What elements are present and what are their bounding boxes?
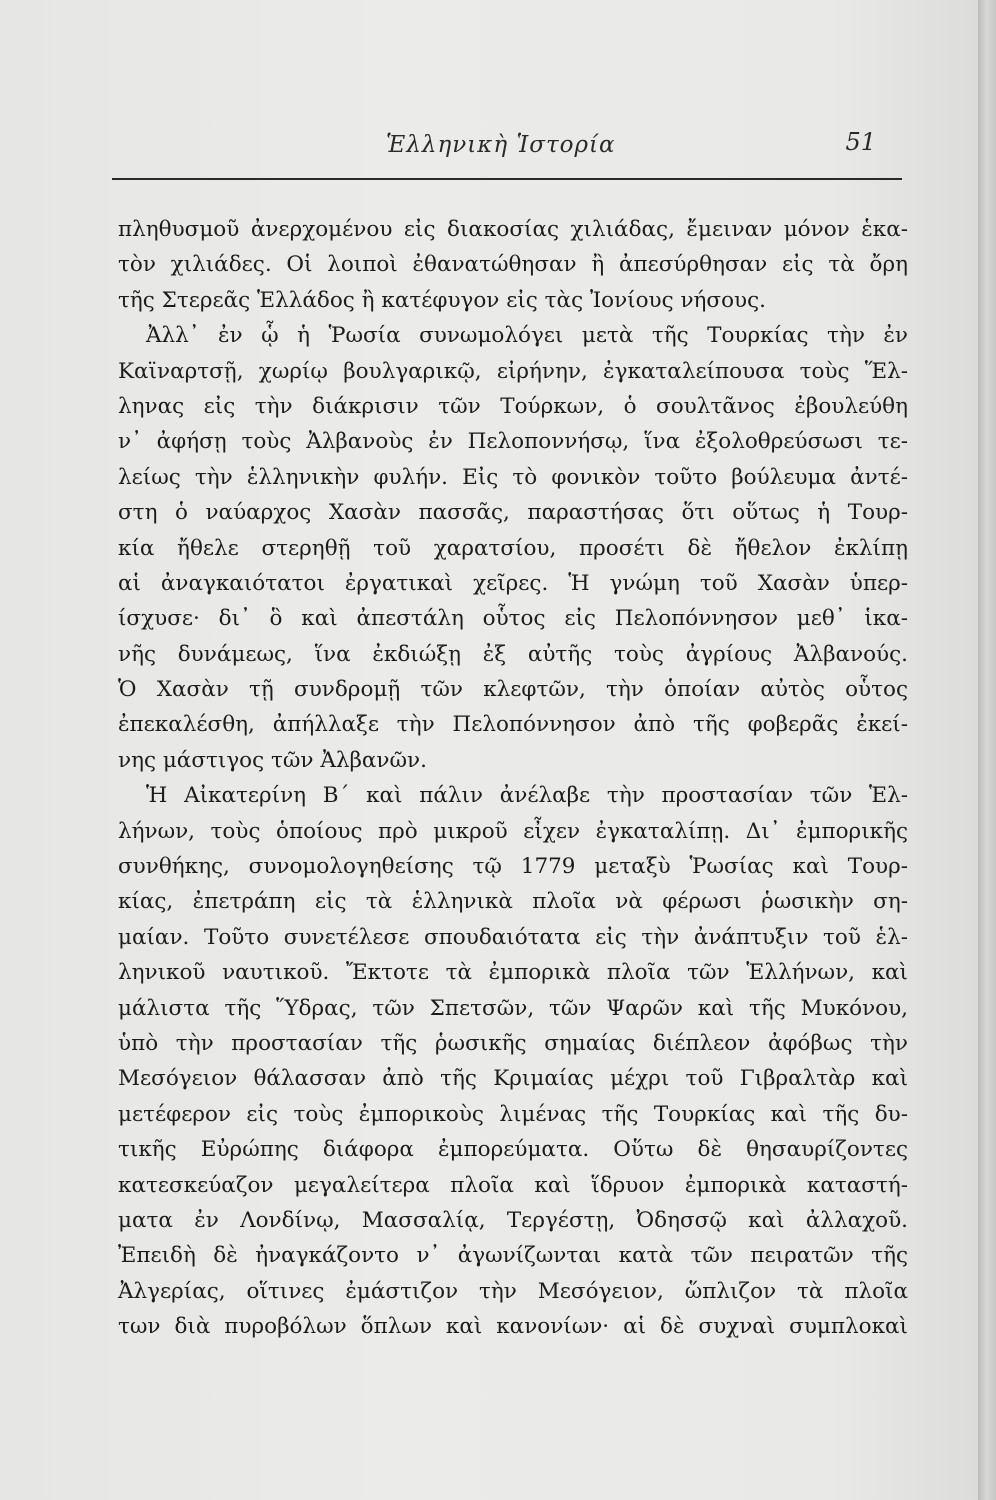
text-line: μετέφερον εἰς τοὺς ἐμπορικοὺς λιμένας τῆς Τουρκίας καὶ τῆς δυ- bbox=[118, 1101, 908, 1127]
text-line: κατεσκεύαζον μεγαλείτερα πλοῖα καὶ ἵδρυον ἐμπορικὰ καταστή- bbox=[118, 1172, 908, 1198]
text-line: ματα ἐν Λονδίνῳ, Μασσαλίᾳ, Τεργέστῃ, Ὀδησσῷ καὶ ἀλλαχοῦ. bbox=[118, 1207, 908, 1233]
text-line: πληθυσμοῦ ἀνερχομένου εἰς διακοσίας χιλιάδας, ἔμειναν μόνον ἑκα- bbox=[118, 217, 908, 242]
text-line: Καϊναρτσῇ, χωρίῳ βουλγαρικῷ, εἰρήνην, ἐγκαταλείπουσα τοὺς Ἕλ- bbox=[118, 358, 908, 384]
text-line: λήνων, τοὺς ὁποίους πρὸ μικροῦ εἶχεν ἐγκαταλίπῃ. Δι᾽ ἐμπορικῆς bbox=[118, 818, 908, 844]
text-line: τῆς Στερεᾶς Ἑλλάδος ἢ κατέφυγον εἰς τὰς Ἰονίους νήσους. bbox=[118, 287, 766, 313]
text-line: Μεσόγειον θάλασσαν ἀπὸ τῆς Κριμαίας μέχρι τοῦ Γιβραλτὰρ καὶ bbox=[118, 1066, 908, 1092]
running-head bbox=[108, 126, 908, 166]
text-line: μάλιστα τῆς Ὕδρας, τῶν Σπετσῶν, τῶν Ψαρῶν καὶ τῆς Μυκόνου, bbox=[118, 995, 908, 1021]
paragraph-start-line: Ἡ Αἰκατερίνη Β΄ καὶ πάλιν ἀνέλαβε τὴν προστασίαν τῶν Ἑλ- bbox=[146, 783, 908, 809]
text-line: ληνας εἰς τὴν διάκρισιν τῶν Τούρκων, ὁ σουλτᾶνος ἐβουλεύθη bbox=[118, 393, 908, 419]
text-line: μαίαν. Τοῦτο συνετέλεσε σπουδαιότατα εἰς τὴν ἀνάπτυξιν τοῦ ἑλ- bbox=[118, 924, 908, 950]
header-rule bbox=[112, 178, 902, 180]
text-line: νης μάστιγος τῶν Ἀλβανῶν. bbox=[118, 747, 427, 773]
text-line: ληνικοῦ ναυτικοῦ. Ἔκτοτε τὰ ἐμπορικὰ πλοῖα τῶν Ἑλλήνων, καὶ bbox=[118, 960, 908, 986]
text-line: τὸν χιλιάδες. Οἱ λοιποὶ ἐθανατώθησαν ἢ ἀπεσύρθησαν εἰς τὰ ὄρη bbox=[118, 252, 908, 278]
text-line: κίας, ἐπετράπη εἰς τὰ ἑλληνικὰ πλοῖα νὰ φέρωσι ῥωσικὴν ση- bbox=[118, 889, 908, 915]
text-line: ίσχυσε· δι᾽ ὃ καὶ ἀπεστάλη οὗτος εἰς Πελοπόννησον μεθ᾽ ἱκα- bbox=[118, 606, 908, 632]
text-line: ν᾽ ἀφήσῃ τοὺς Ἀλβανοὺς ἐν Πελοποννήσῳ, ἵνα ἐξολοθρεύσωσι τε- bbox=[118, 429, 908, 455]
page-number: 51 bbox=[845, 128, 876, 156]
text-line: νῆς δυνάμεως, ἵνα ἐκδιώξῃ ἐξ αὐτῆς τοὺς ἀγρίους Ἀλβανούς. bbox=[118, 641, 908, 667]
next-page-edge bbox=[978, 0, 996, 1500]
body-text bbox=[118, 212, 908, 1345]
text-line: των διὰ πυροβόλων ὅπλων καὶ κανονίων· αἱ δὲ συχναὶ συμπλοκαὶ bbox=[118, 1314, 908, 1340]
text-line: στη ὁ ναύαρχος Χασὰν πασσᾶς, παραστήσας ὅτι οὕτως ἡ Τουρ- bbox=[118, 500, 908, 526]
text-line: ἐπεκαλέσθη, ἀπήλλαξε τὴν Πελοπόννησον ἀπὸ τῆς φοβερᾶς ἐκεί- bbox=[118, 712, 908, 738]
text-line: αἱ ἀναγκαιότατοι ἐργατικαὶ χεῖρες. Ἡ γνώμη τοῦ Χασὰν ὑπερ- bbox=[118, 570, 908, 596]
text-line: ὑπὸ τὴν προστασίαν τῆς ῥωσικῆς σημαίας διέπλεον ἀφόβως τὴν bbox=[118, 1030, 908, 1056]
text-line: τικῆς Εὐρώπης διάφορα ἐμπορεύματα. Οὕτω δὲ θησαυρίζοντες bbox=[118, 1137, 908, 1163]
text-line: Ὁ Χασὰν τῇ συνδρομῇ τῶν κλεφτῶν, τὴν ὁποίαν αὐτὸς οὗτος bbox=[118, 677, 908, 703]
paragraph-start-line: Ἀλλ᾽ ἐν ᾧ ἡ Ῥωσία συνωμολόγει μετὰ τῆς Τουρκίας τὴν ἐν bbox=[146, 323, 908, 349]
text-line: Ἐπειδὴ δὲ ἠναγκάζοντο ν᾽ ἀγωνίζωνται κατὰ τῶν πειρατῶν τῆς bbox=[118, 1243, 908, 1269]
running-title: Ἑλληνικὴ Ἱστορία bbox=[386, 132, 616, 158]
text-line: κία ἤθελε στερηθῇ τοῦ χαρατσίου, προσέτι δὲ ἤθελον ἐκλίπῃ bbox=[118, 535, 908, 561]
text-line: Ἀλγερίας, οἵτινες ἐμάστιζον τὴν Μεσόγειον, ὥπλιζον τὰ πλοῖα bbox=[118, 1278, 908, 1304]
text-line: συνθήκης, συνομολογηθείσης τῷ 1779 μεταξὺ Ῥωσίας καὶ Τουρ- bbox=[118, 854, 908, 880]
text-line: λείως τὴν ἑλληνικὴν φυλήν. Εἰς τὸ φονικὸν τοῦτο βούλευμα ἀντέ- bbox=[118, 464, 908, 490]
